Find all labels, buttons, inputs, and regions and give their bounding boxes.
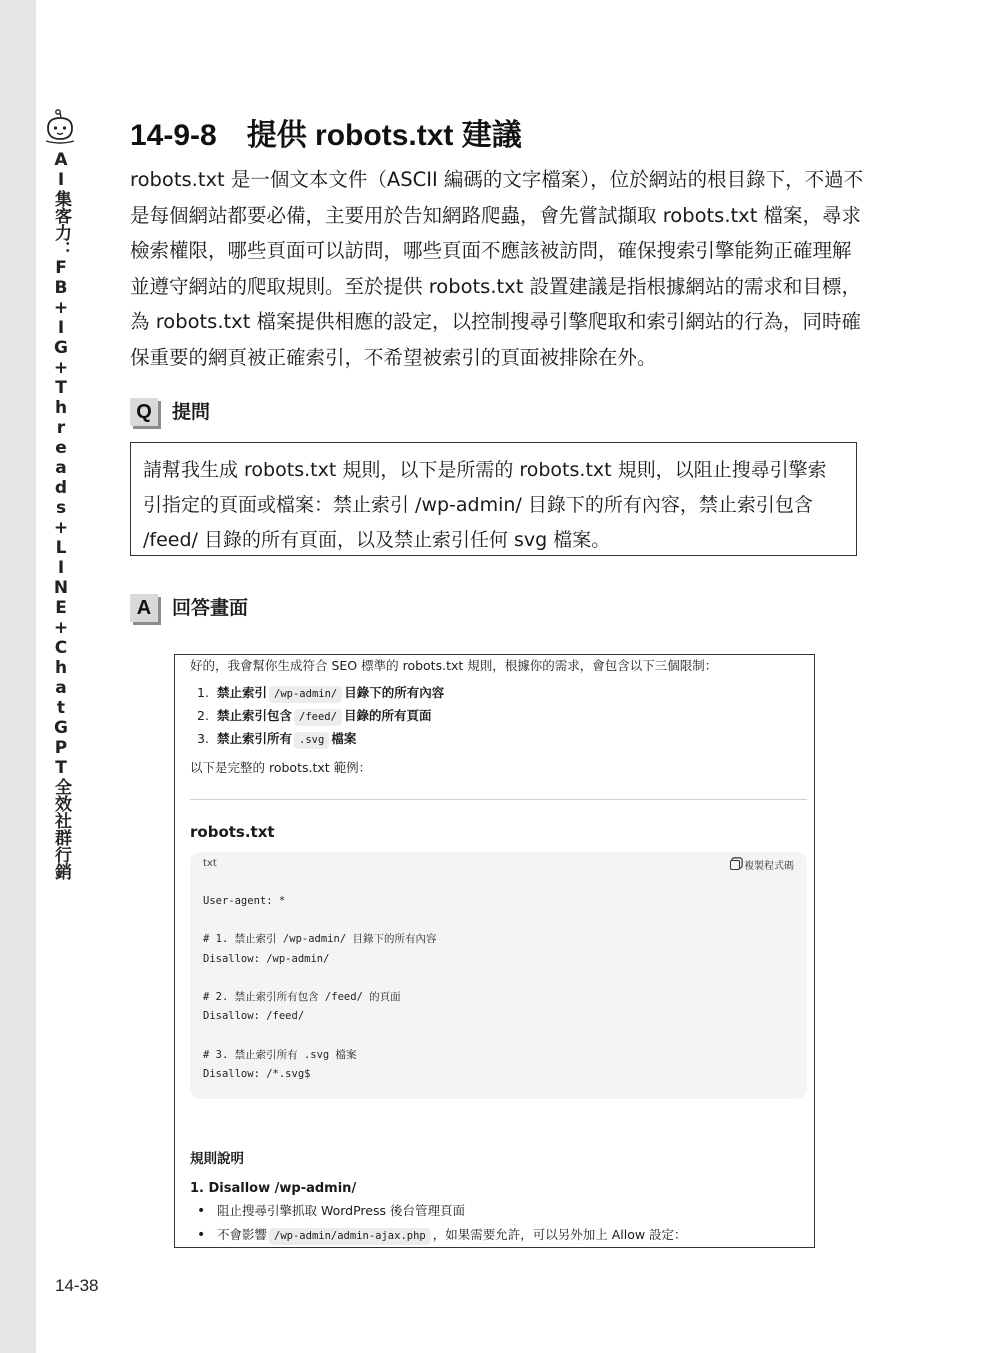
answer-list [197,681,444,750]
answer-badge: A [130,594,158,622]
list-item-text: 禁止索引所有 [217,731,293,746]
list-item-text: 檔案 [331,731,357,746]
prompt-text: 請幫我生成 robots.txt 規則，以下是所需的 robots.txt 規則，以阻止搜尋引擎索引指定的頁面或檔案：禁止索引 /wp-admin/ 目錄下的所有內容，禁止索引包含 /feed/ 目錄的所有頁面，以及禁止索引任何 svg 檔案。 [143,459,827,551]
divider [190,799,807,800]
code-language-label: txt [203,858,217,869]
list-item-number: 1. [197,685,209,700]
section-title [130,110,522,154]
answer-lead: 以下是完整的 robots.txt 範例： [190,760,372,775]
section-title-text: 提供 robots.txt 建議 [246,119,522,152]
section-number: 14-9-8 [130,119,217,152]
inline-code: /wp-admin/admin-ajax.php [269,1228,431,1245]
prompt-box [130,442,857,556]
rule-item-title: 1. Disallow /wp-admin/ [190,1181,357,1196]
list-item-text: 禁止索引包含 [217,708,293,723]
copy-icon [730,860,740,870]
list-item [197,704,444,727]
answer-label-text: 回答畫面 [172,597,249,619]
code-heading: robots.txt [190,823,275,841]
rules-heading: 規則說明 [190,1151,244,1167]
bullet-text: 阻止搜尋引擎抓取 WordPress 後台管理頁面 [217,1203,465,1218]
intro-paragraph: robots.txt 是一個文本文件（ASCII 編碼的文字檔案），位於網站的根目錄下，不過不是每個網站都要必備，主要用於告知網路爬蟲，會先嘗試擷取 robots.txt 檔案，尋求檢索權限，哪些頁面可以訪問，哪些頁面不應該被訪問，確保搜索引擎能夠正確理解並遵守網站的爬取規則。至於提供 robots.txt 設置建議是指根據網站的需求和目標，為 robots.txt 檔案提供相應的設定，以控制搜尋引擎爬取和索引網站的行為，同時確保重要的網頁被正確索引，不希望被索引的頁面被排除在外。 [130,168,864,369]
bullet-text: 不會影響 [217,1227,268,1242]
side-strip [0,0,36,1353]
list-item-text: 禁止索引 [217,685,268,700]
bullet-item [197,1223,687,1247]
code-block [190,852,807,1099]
list-item-number: 3. [197,731,209,746]
code-content: User-agent: * # 1. 禁止索引 /wp-admin/ 目錄下的所有內容 Disallow: /wp-admin/ # 2. 禁止索引所有包含 /feed/ 的頁面 Disallow: /feed/ # 3. 禁止索引所有 .svg 檔案 Disallow: /*.svg$ [203,895,437,1080]
answer-screenshot [174,654,815,1248]
list-item-text: 目錄下的所有內容 [344,685,445,700]
mascot-icon [44,108,76,144]
answer-intro: 好的，我會幫你生成符合 SEO 標準的 robots.txt 規則，根據你的需求，會包含以下三個限制： [190,658,718,673]
bullet-item [197,1199,687,1223]
list-item [197,681,444,704]
inline-code: .svg [294,732,329,749]
copy-code-label: 複製程式碼 [744,861,794,872]
copy-code-button[interactable] [730,857,794,872]
inline-code: /wp-admin/ [269,686,342,703]
book-title: AI集客力：FB+IG+Threads+LINE+ChatGPT全效社群行銷 [51,150,71,880]
page-number: 14-38 [55,1276,99,1295]
list-item-number: 2. [197,708,209,723]
inline-code: /feed/ [294,709,342,726]
question-badge: Q [130,398,158,426]
list-item [197,727,444,750]
rule-bullets [197,1199,687,1247]
question-label-text: 提問 [172,401,211,423]
list-item-text: 目錄的所有頁面 [343,708,432,723]
bullet-text: ，如果需要允許，可以另外加上 Allow 設定： [432,1227,687,1242]
